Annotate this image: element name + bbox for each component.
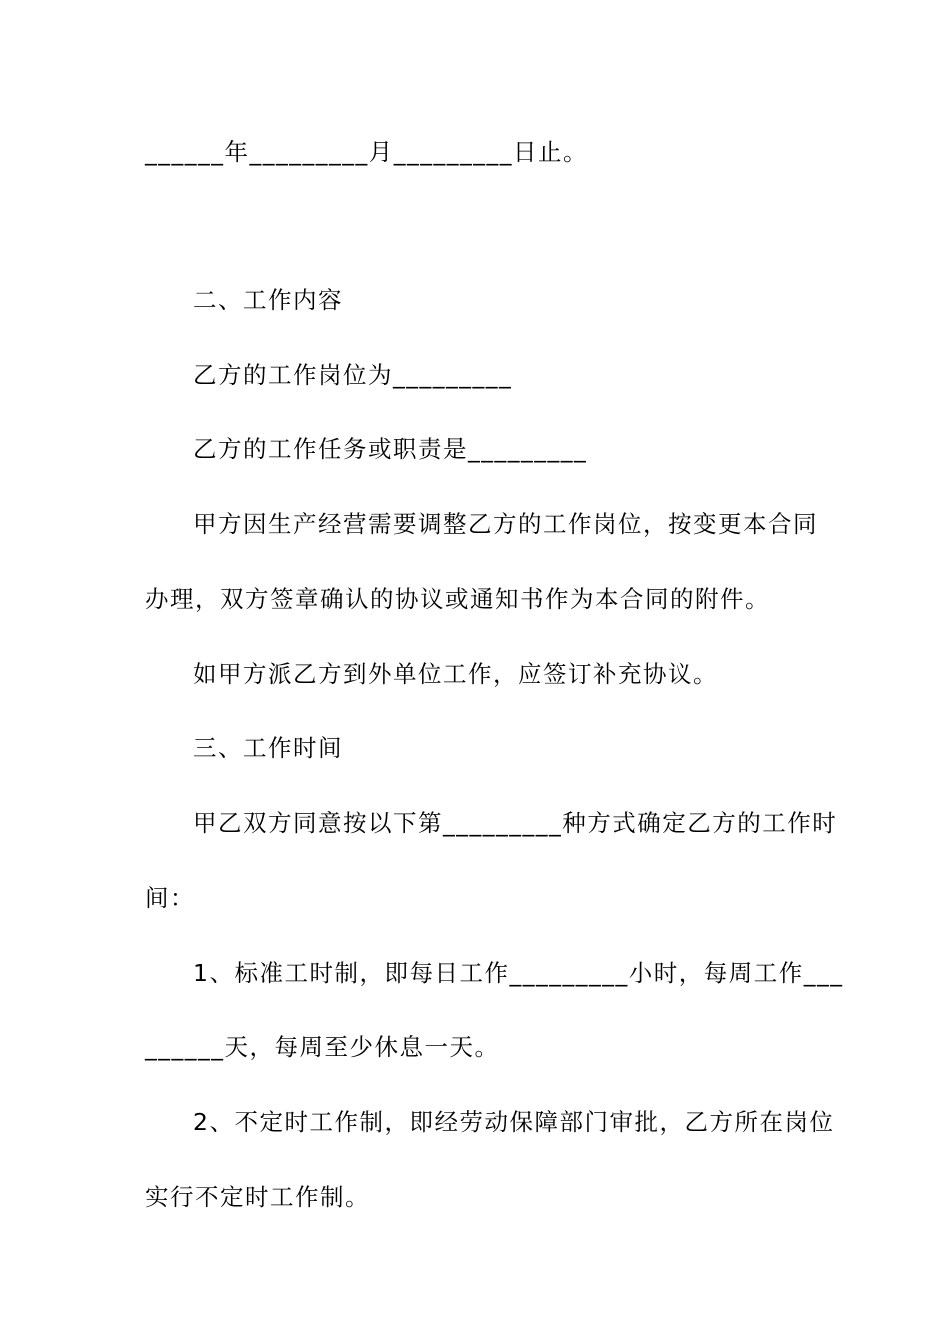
position-adjustment-paragraph-line-1: 甲方因生产经营需要调整乙方的工作岗位，按变更本合同 [193, 510, 818, 538]
position-adjustment-paragraph-line-2: 办理，双方签章确认的协议或通知书作为本合同的附件。 [145, 585, 770, 613]
work-time-method-line-2: 间： [145, 884, 195, 912]
standard-hours-line-1: 1、标准工时制，即每日工作_________小时，每周工作___ [193, 959, 844, 987]
standard-hours-line-2: ______天，每周至少休息一天。 [145, 1033, 500, 1061]
contract-end-date-line: ______年_________月_________日止。 [145, 138, 588, 166]
section-heading-work-content: 二、工作内容 [193, 286, 343, 314]
work-duties-line: 乙方的工作任务或职责是_________ [193, 435, 588, 463]
flexible-hours-line-1: 2、不定时工作制，即经劳动保障部门审批，乙方所在岗位 [193, 1108, 835, 1136]
section-heading-work-time: 三、工作时间 [193, 734, 343, 762]
work-time-method-line-1: 甲乙双方同意按以下第_________种方式确定乙方的工作时 [193, 809, 838, 837]
flexible-hours-line-2: 实行不定时工作制。 [145, 1183, 370, 1211]
work-position-line: 乙方的工作岗位为_________ [193, 361, 513, 389]
external-assignment-line: 如甲方派乙方到外单位工作，应签订补充协议。 [193, 660, 718, 688]
